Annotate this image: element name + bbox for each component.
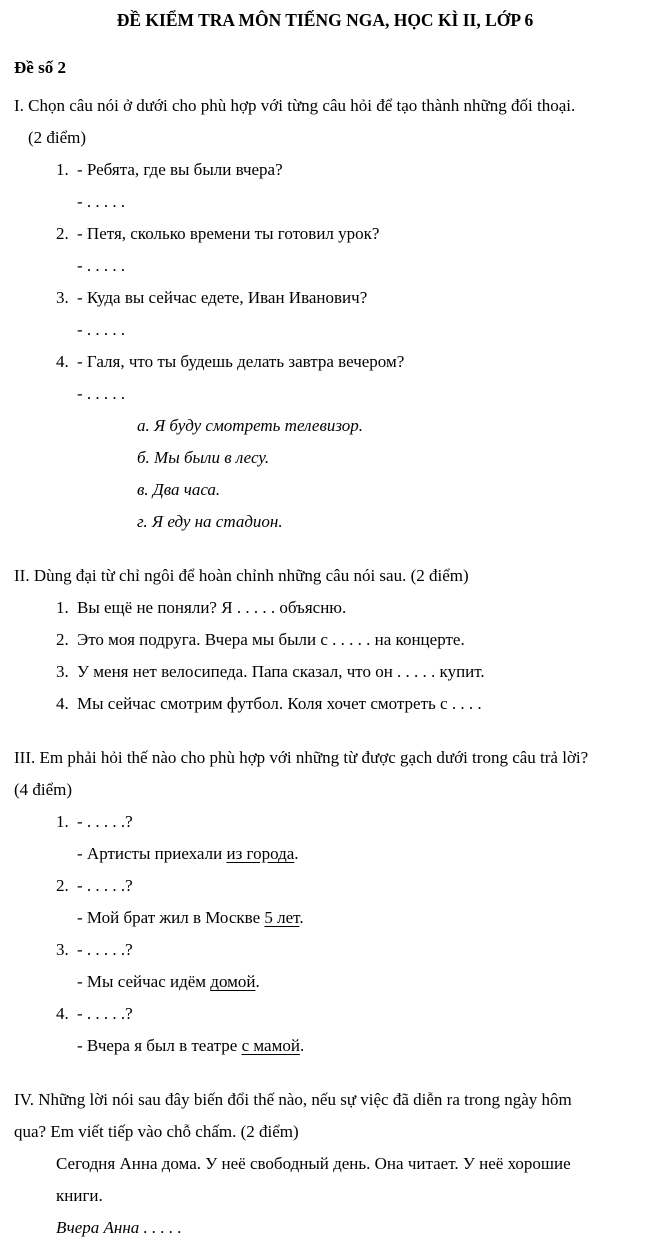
answer-text-end: . [255,972,260,991]
section-2-heading: II. Dùng đại từ chỉ ngôi để hoàn chỉnh những câu nói sau. (2 điểm) [14,566,469,585]
sentence-number: 1. [56,598,69,617]
answer-line [14,1030,636,1062]
sentence-item [14,624,636,656]
passage-line-2: книги. [56,1186,103,1205]
answer-text-end: . [299,1036,305,1055]
question-item [14,806,636,838]
answer-text: - Мы сейчас идём [77,972,211,991]
answer-text-end: . [294,844,299,863]
answer-option-b: б. Мы были в лесу. [137,448,270,467]
underlined-phrase: домой [210,972,256,991]
answer-placeholder-line: - . . . . . [77,384,126,403]
answer-text-end: . [299,908,304,927]
sentence-number: 2. [56,630,69,649]
question-number: 4. [56,1004,69,1023]
question-number: 2. [56,876,69,895]
sentence-text: Мы сейчас смотрим футбол. Коля хочет смотреть с . . . . [77,694,482,713]
question-text: - Петя, сколько времени ты готовил урок? [77,224,380,243]
question-item [14,934,636,966]
answer-line [14,838,636,870]
sentence-item [14,688,636,720]
sentence-item [14,592,636,624]
section-3-points: (4 điểm) [14,780,73,799]
section-4 [14,1084,636,1244]
question-placeholder: - . . . . .? [77,812,133,831]
question-number: 3. [56,940,69,959]
question-number: 4. [56,352,69,371]
question-item [14,282,636,314]
answer-placeholder-line: - . . . . . [77,320,126,339]
section-4-heading-line-2: qua? Em viết tiếp vào chỗ chấm. (2 điểm) [14,1122,299,1141]
continuation-line: Вчера Анна . . . . . [56,1218,182,1237]
answer-line [14,902,636,934]
question-number: 1. [56,160,69,179]
underlined-phrase: с мамой [241,1036,300,1055]
section-2 [14,560,636,720]
sentence-text: Вы ещё не поняли? Я . . . . . объясню. [77,598,347,617]
underlined-phrase: 5 лет [264,908,300,927]
question-text: - Ребята, где вы были вчера? [77,160,283,179]
question-placeholder: - . . . . .? [77,940,133,959]
question-item [14,870,636,902]
sentence-number: 3. [56,662,69,681]
document-title: ĐỀ KIỂM TRA MÔN TIẾNG NGA, HỌC KÌ II, LỚP 6 [116,10,534,30]
question-item [14,218,636,250]
answer-line [14,966,636,998]
question-number: 1. [56,812,69,831]
question-item [14,346,636,378]
answer-text: - Вчера я был в театре [77,1036,242,1055]
answer-text: - Мой брат жил в Москве [77,908,265,927]
answer-placeholder-line: - . . . . . [77,192,126,211]
question-placeholder: - . . . . .? [77,1004,133,1023]
sentence-number: 4. [56,694,69,713]
answer-placeholder-line: - . . . . . [77,256,126,275]
question-placeholder: - . . . . .? [77,876,133,895]
section-4-heading-line-1: IV. Những lời nói sau đây biến đổi thế nào, nếu sự việc đã diễn ra trong ngày hôm [14,1090,572,1109]
question-number: 2. [56,224,69,243]
section-1 [14,90,636,538]
underlined-phrase: из города [226,844,295,863]
answer-option-a: а. Я буду смотреть телевизор. [137,416,363,435]
question-text: - Галя, что ты будешь делать завтра вечером? [77,352,405,371]
sentence-text: Это моя подруга. Вчера мы были с . . . . . на концерте. [77,630,465,649]
exam-number: Đề số 2 [14,58,66,77]
question-text: - Куда вы сейчас едете, Иван Иванович? [77,288,368,307]
question-item [14,154,636,186]
question-item [14,998,636,1030]
answer-option-v: в. Два часа. [137,480,221,499]
section-3 [14,742,636,1062]
section-1-heading: I. Chọn câu nói ở dưới cho phù hợp với từng câu hỏi để tạo thành những đối thoại. [14,96,576,115]
section-1-points: (2 điểm) [28,128,87,147]
answer-option-g: г. Я еду на стадион. [137,512,283,531]
passage-line-1: Сегодня Анна дома. У неё свободный день. Она читает. У неё хорошие [56,1154,571,1173]
question-number: 3. [56,288,69,307]
section-3-heading: III. Em phải hỏi thế nào cho phù hợp với những từ được gạch dưới trong câu trả lời? [14,748,589,767]
sentence-item [14,656,636,688]
answer-text: - Артисты приехали [77,844,227,863]
sentence-text: У меня нет велосипеда. Папа сказал, что он . . . . . купит. [77,662,485,681]
